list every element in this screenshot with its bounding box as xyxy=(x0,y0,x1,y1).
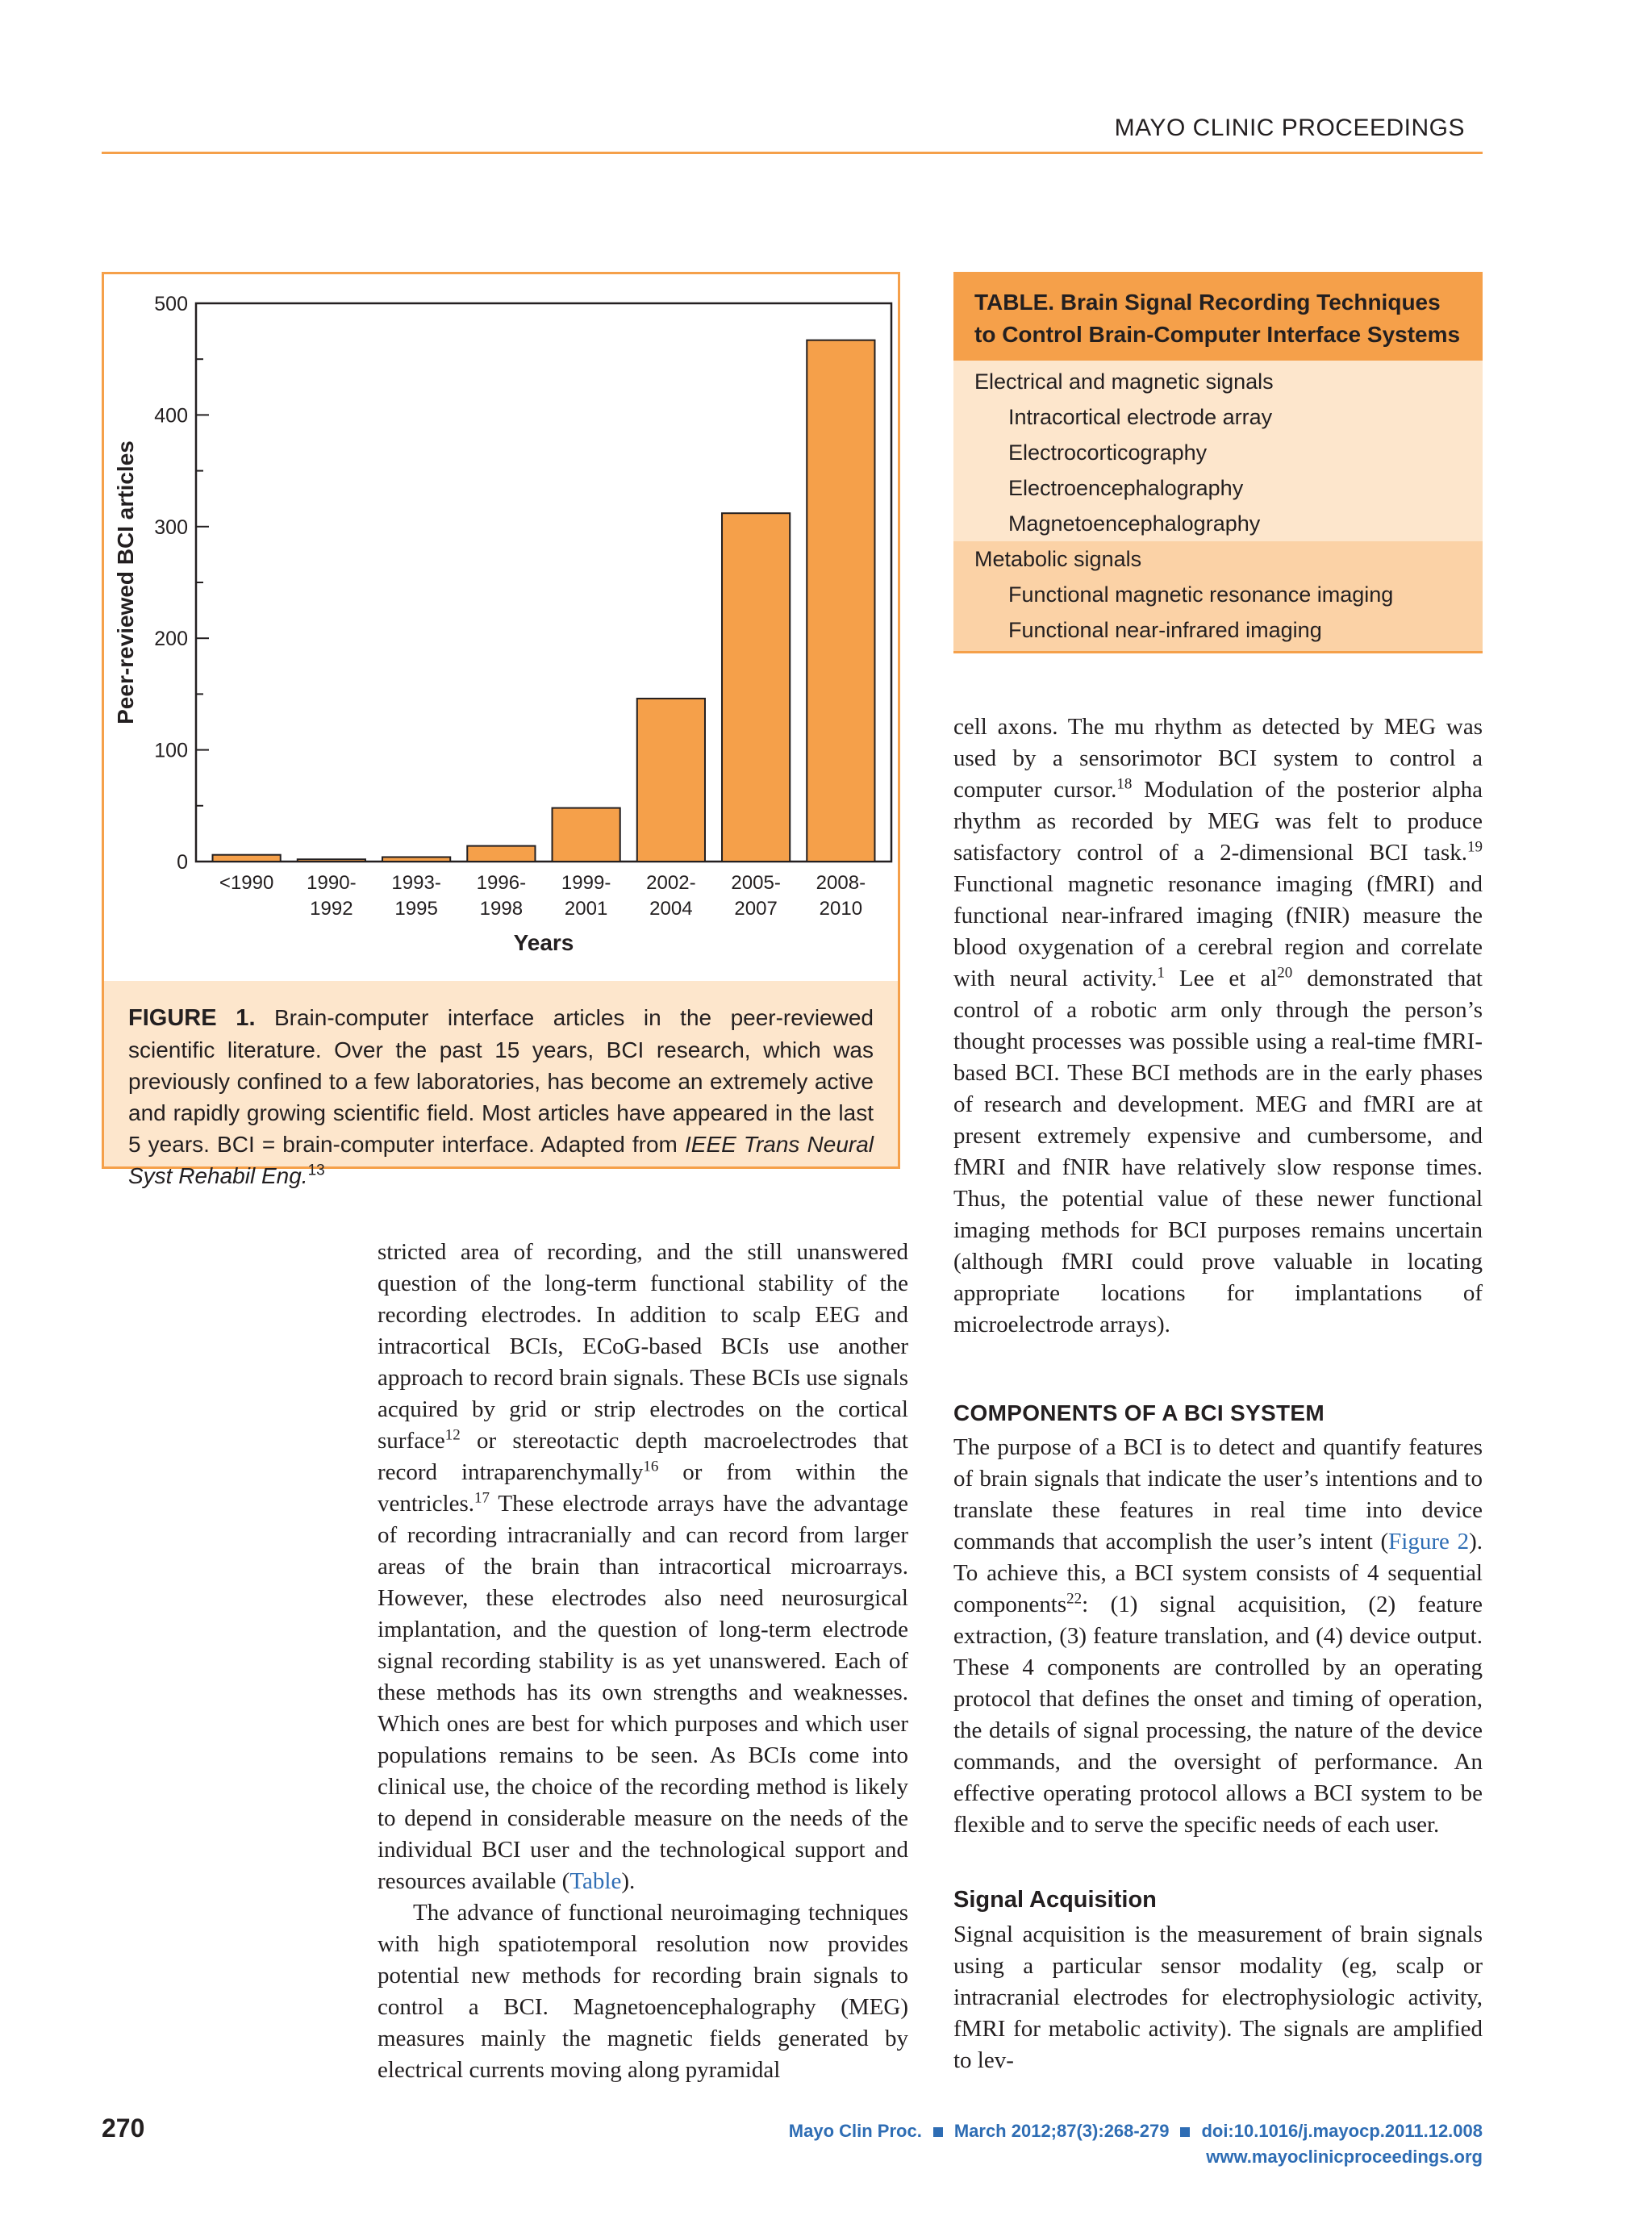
bar xyxy=(213,855,281,862)
table-title: TABLE. Brain Signal Recording Techniques to Control Brain-Computer Interface Systems xyxy=(953,272,1483,361)
figure-1 xyxy=(102,272,900,1188)
table-link[interactable]: Table xyxy=(569,1868,622,1894)
footer-journal: Mayo Clin Proc. xyxy=(788,2121,922,2141)
paragraph: The advance of functional neuroimaging techniques with high spatiotemporal resolution now provides potential new methods for recording brain signals to control a BCI. Magnetoencephalography (MEG) measures mainly the magnetic fields generated by electrical currents moving along pyramidal xyxy=(378,1900,908,2083)
caption-text: Brain-computer interface articles in the peer-reviewed scientific literature. Over the past 15 years, BCI research, which was previously confined to a few laboratories, has become an extremely active and rapidly growing scientific field. Most articles have appeared in the last 5 years. BCI = brain-computer interface. Adapted from xyxy=(128,1005,874,1157)
x-tick-label: 1992 xyxy=(310,898,353,920)
x-tick-label: 2010 xyxy=(819,898,863,920)
header-rule xyxy=(102,152,1483,154)
left-text-column xyxy=(378,1237,908,2086)
paragraph: The purpose of a BCI is to detect and quantify features of brain signals that indicate the user’s intentions and to translate these features in real time into device commands that accomplish the user’s intent (Figure 2). To achieve this, a BCI system consists of 4 sequential components$^{22}$: (1) signal acquisition, (2) feature extraction, (3) feature translation, and (4) device output. These 4 components are controlled by an operating protocol that defines the onset and timing of operation, the details of signal processing, the nature of the device commands, and the oversight of performance. An effective operating protocol allows a BCI system to be flexible and to serve the specific needs of each user. xyxy=(953,1434,1483,1838)
table-group-electrical xyxy=(953,361,1483,541)
footer-url[interactable]: www.mayoclinicproceedings.org xyxy=(1206,2147,1483,2167)
paragraph: stricted area of recording, and the still unanswered question of the long-term functional stability of the recording electrodes. In addition to scalp EEG and intracortical BCIs, ECoG-based BCIs use another approach to record brain signals. These BCIs use signals acquired by grid or strip electrodes on the cortical surface$^{12}$ or stereotactic depth macroelectrodes that record intraparenchymally$^{16}$ or from within the ventricles.$^{17}$ These electrode arrays have the advantage of recording intracranially and can record from larger areas of the brain than intracortical microarrays. However, these electrodes also need neurosurgical implantation, and the question of long-term electrode signal recording stability is as yet unanswered. Each of these methods has its own strengths and weaknesses. Which ones are best for which purposes and which user populations remains to be seen. As BCIs come into clinical use, the choice of the recording method is likely to depend in considerable measure on the needs of the individual BCI user and the technological support and resources available (Table). xyxy=(378,1239,909,1894)
table-row: Intracortical electrode array xyxy=(1008,405,1273,429)
y-axis-label: Peer-reviewed BCI articles xyxy=(113,440,138,724)
section-heading: COMPONENTS OF A BCI SYSTEM xyxy=(953,1400,1325,1425)
x-tick-label: 1996- xyxy=(476,872,527,894)
x-tick-label: 1990- xyxy=(307,872,357,894)
x-axis-label: Years xyxy=(513,930,574,955)
table-bottom-rule xyxy=(953,651,1483,653)
separator-square-icon xyxy=(1180,2127,1190,2137)
x-tick-label: 2004 xyxy=(649,898,693,920)
x-tick-label: 2007 xyxy=(734,898,778,920)
paragraph: cell axons. The mu rhythm as detected by MEG was used by a sensorimotor BCI system to control a computer cursor.$^{18}$ Modulation of the posterior alpha rhythm as recorded by MEG was felt to produce satisfactory control of a 2-dimensional BCI task.$^{19}$ Functional magnetic resonance imaging (fMRI) and functional near-infrared imaging (fNIR) measure the blood oxygenation of a cerebral region and correlate with neural activity.$^1$ Lee et $al^{20}$ demonstrated that control of a robotic arm only through the person’s thought processes was possible using a real-time fMRI-based BCI. These BCI methods are in the early phases of research and development. MEG and fMRI are at present extremely expensive and cumbersome, and fMRI and fNIR have relatively slow response times. Thus, the potential value of these newer functional imaging methods for BCI purposes remains uncertain (although fMRI could prove valuable in locating appropriate locations for implantations of microelectrode arrays). xyxy=(953,714,1483,1337)
bar-chart xyxy=(104,274,898,981)
bar xyxy=(467,846,535,862)
bar xyxy=(807,340,874,862)
y-tick-label: 500 xyxy=(154,293,188,315)
table-group-heading: Metabolic signals xyxy=(974,547,1142,571)
paragraph: Signal acquisition is the measurement of brain signals using a particular sensor modality (eg, scalp or intracranial electrodes for electrophysiologic activity, fMRI for metabolic activity). The signals are amplified to lev- xyxy=(953,1922,1483,2073)
bar xyxy=(382,857,450,862)
y-tick-label: 200 xyxy=(154,628,188,651)
x-tick-label: 1998 xyxy=(479,898,524,920)
x-tick-label: 2008- xyxy=(816,872,866,894)
caption-citation: 13 xyxy=(307,1162,325,1179)
subsection-heading: Signal Acquisition xyxy=(953,1887,1157,1913)
y-tick-label: 0 xyxy=(177,851,188,874)
separator-square-icon xyxy=(933,2127,943,2137)
bar xyxy=(298,859,365,862)
footer-doi[interactable]: doi:10.1016/j.mayocp.2011.12.008 xyxy=(1201,2121,1483,2141)
caption-source: IEEE Trans Neural Syst Rehabil Eng. xyxy=(128,1132,874,1188)
bar xyxy=(553,808,620,862)
x-tick-label: 2002- xyxy=(646,872,696,894)
y-tick-label: 400 xyxy=(154,404,188,428)
table-group-metabolic xyxy=(953,541,1483,651)
table-row: Magnetoencephalography xyxy=(1008,511,1261,536)
footer-info xyxy=(789,2118,1483,2170)
table-group-heading: Electrical and magnetic signals xyxy=(974,369,1274,394)
footer-issue: March 2012;87(3):268-279 xyxy=(953,2121,1170,2141)
right-text-column xyxy=(953,711,1483,2076)
bar xyxy=(637,699,705,862)
figure-2-link[interactable]: Figure 2 xyxy=(1388,1529,1470,1554)
y-tick-label: 100 xyxy=(154,739,188,762)
x-tick-label: 1995 xyxy=(394,898,438,920)
x-tick-label: 2005- xyxy=(731,872,781,894)
figure-caption xyxy=(104,981,898,1188)
x-tick-label: <1990 xyxy=(219,872,274,894)
table-row: Electrocorticography xyxy=(1008,440,1208,465)
y-tick-label: 300 xyxy=(154,515,188,539)
figure-label: FIGURE 1. xyxy=(128,1005,256,1031)
table-row: Electroencephalography xyxy=(1008,476,1244,500)
page-number: 270 xyxy=(102,2114,145,2143)
bar xyxy=(722,513,790,862)
x-tick-label: 1993- xyxy=(391,872,441,894)
table-row: Functional near-infrared imaging xyxy=(1008,618,1322,642)
table-row: Functional magnetic resonance imaging xyxy=(1008,582,1394,607)
recording-techniques-table xyxy=(953,272,1483,653)
running-head: MAYO CLINIC PROCEEDINGS xyxy=(1114,115,1465,141)
x-tick-label: 1999- xyxy=(561,872,611,894)
x-tick-label: 2001 xyxy=(564,898,608,920)
